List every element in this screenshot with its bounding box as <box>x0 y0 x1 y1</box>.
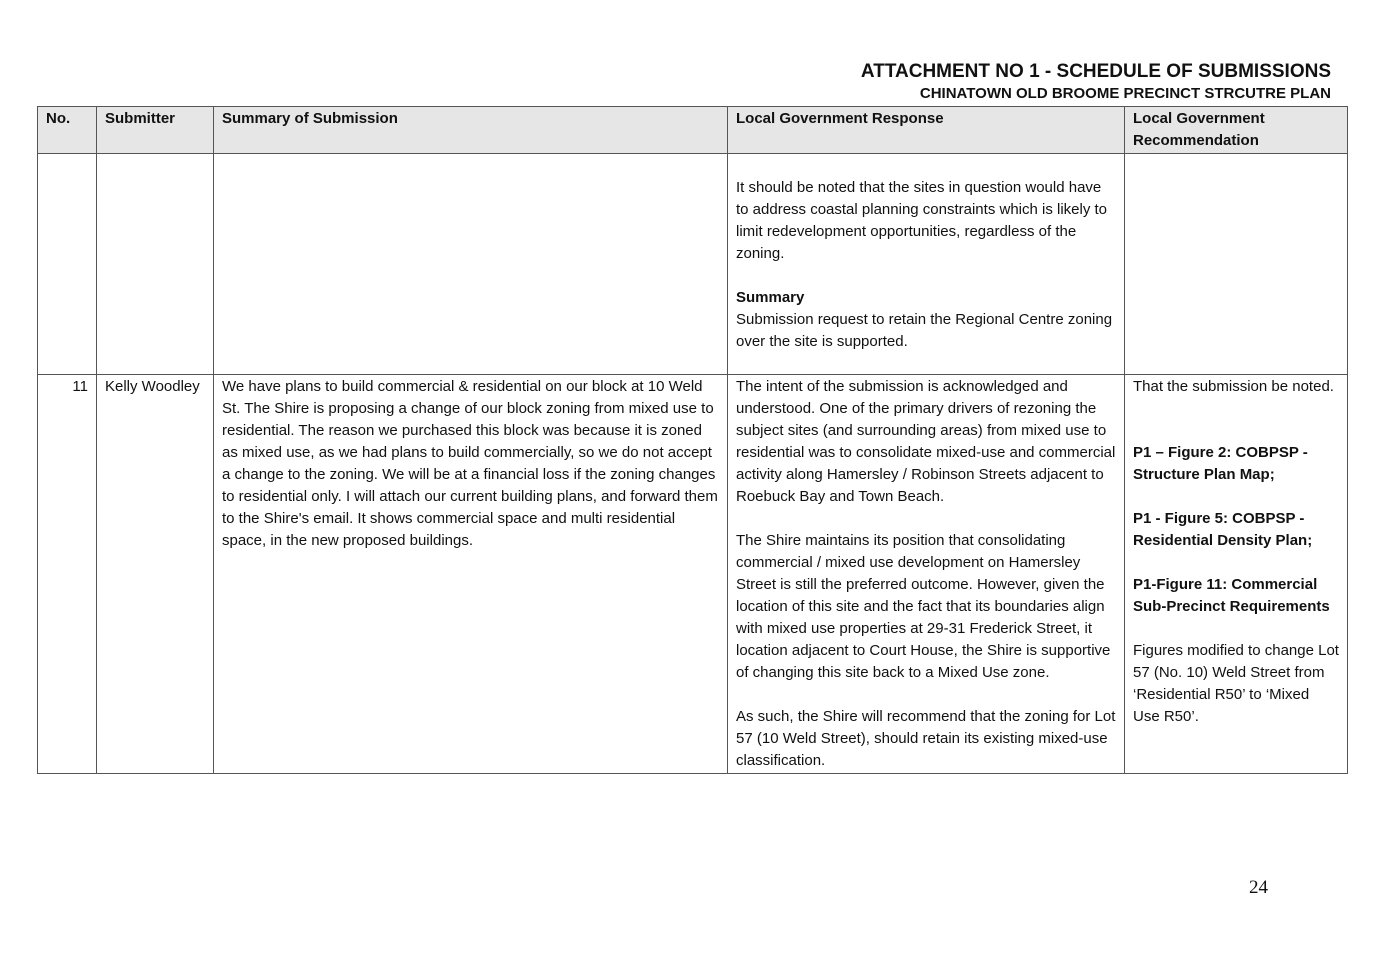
cell-no: 11 <box>38 375 97 774</box>
cell-submitter <box>97 154 214 375</box>
recommendation-closing: Figures modified to change Lot 57 (No. 10) Weld Street from ‘Residential R50’ to ‘Mixed Use R50’. <box>1133 642 1339 725</box>
cell-recommendation <box>1125 375 1348 774</box>
table-row-11 <box>38 375 1348 774</box>
recommendation-figure-2: P1 – Figure 2: COBPSP - Structure Plan Map; <box>1133 444 1308 483</box>
cell-summary: We have plans to build commercial & residential on our block at 10 Weld St. The Shire is proposing a change of our block zoning from mixed use to residential. The reason we purchased this block was because it is zoned as mixed use, as we had plans to build commercially, so we do not accept a change to the zoning. We will be at a financial loss if the zoning changes to residential only. I will attach our current building plans, and forward them to the Shire's email. It shows commercial space and multi residential space, in the new proposed buildings. <box>214 375 728 774</box>
cell-response <box>728 154 1125 375</box>
response-paragraph-1: The intent of the submission is acknowledged and understood. One of the primary drivers of rezoning the subject sites (and surrounding areas) from mixed use to residential was to consolidate mixed-use and commercial activity along Hamersley / Robinson Streets adjacent to Roebuck Bay and Town Beach. <box>736 378 1116 505</box>
column-header-recommendation: Local Government Recommendation <box>1125 107 1348 154</box>
document-title: ATTACHMENT NO 1 - SCHEDULE OF SUBMISSIONS <box>860 61 1331 82</box>
recommendation-figure-11: P1-Figure 11: Commercial Sub-Precinct Requirements <box>1133 576 1330 615</box>
response-paragraph-2: The Shire maintains its position that consolidating commercial / mixed use development on Hamersley Street is still the preferred outcome. However, given the location of this site and the fact that its boundaries align with mixed use properties at 29-31 Frederick Street, it location adjacent to Court House, the Shire is supportive of changing this site back to a Mixed Use zone. <box>736 532 1111 681</box>
recommendation-intro: That the submission be noted. <box>1133 378 1334 395</box>
column-header-summary: Summary of Submission <box>214 107 728 154</box>
response-summary-text: Submission request to retain the Regional Centre zoning over the site is supported. <box>736 311 1113 350</box>
cell-recommendation <box>1125 154 1348 375</box>
column-header-response: Local Government Response <box>728 107 1125 154</box>
table-row-continuation <box>38 154 1348 375</box>
table-header-row <box>38 107 1348 154</box>
response-summary-heading: Summary <box>736 289 805 306</box>
response-note: It should be noted that the sites in question would have to address coastal planning constraints which is likely to limit redevelopment opportunities, regardless of the zoning. <box>736 179 1108 262</box>
recommendation-figure-5: P1 - Figure 5: COBPSP - Residential Density Plan; <box>1133 510 1313 549</box>
response-paragraph-3: As such, the Shire will recommend that the zoning for Lot 57 (10 Weld Street), should retain its existing mixed-use classification. <box>736 708 1116 769</box>
column-header-submitter: Submitter <box>97 107 214 154</box>
submissions-table <box>37 106 1348 774</box>
cell-summary <box>214 154 728 375</box>
page-number: 24 <box>1249 877 1268 898</box>
document-header <box>861 60 1331 103</box>
cell-response <box>728 375 1125 774</box>
document-subtitle: CHINATOWN OLD BROOME PRECINCT STRCUTRE PLAN <box>919 85 1331 102</box>
cell-submitter: Kelly Woodley <box>97 375 214 774</box>
cell-no <box>38 154 97 375</box>
column-header-no: No. <box>38 107 97 154</box>
